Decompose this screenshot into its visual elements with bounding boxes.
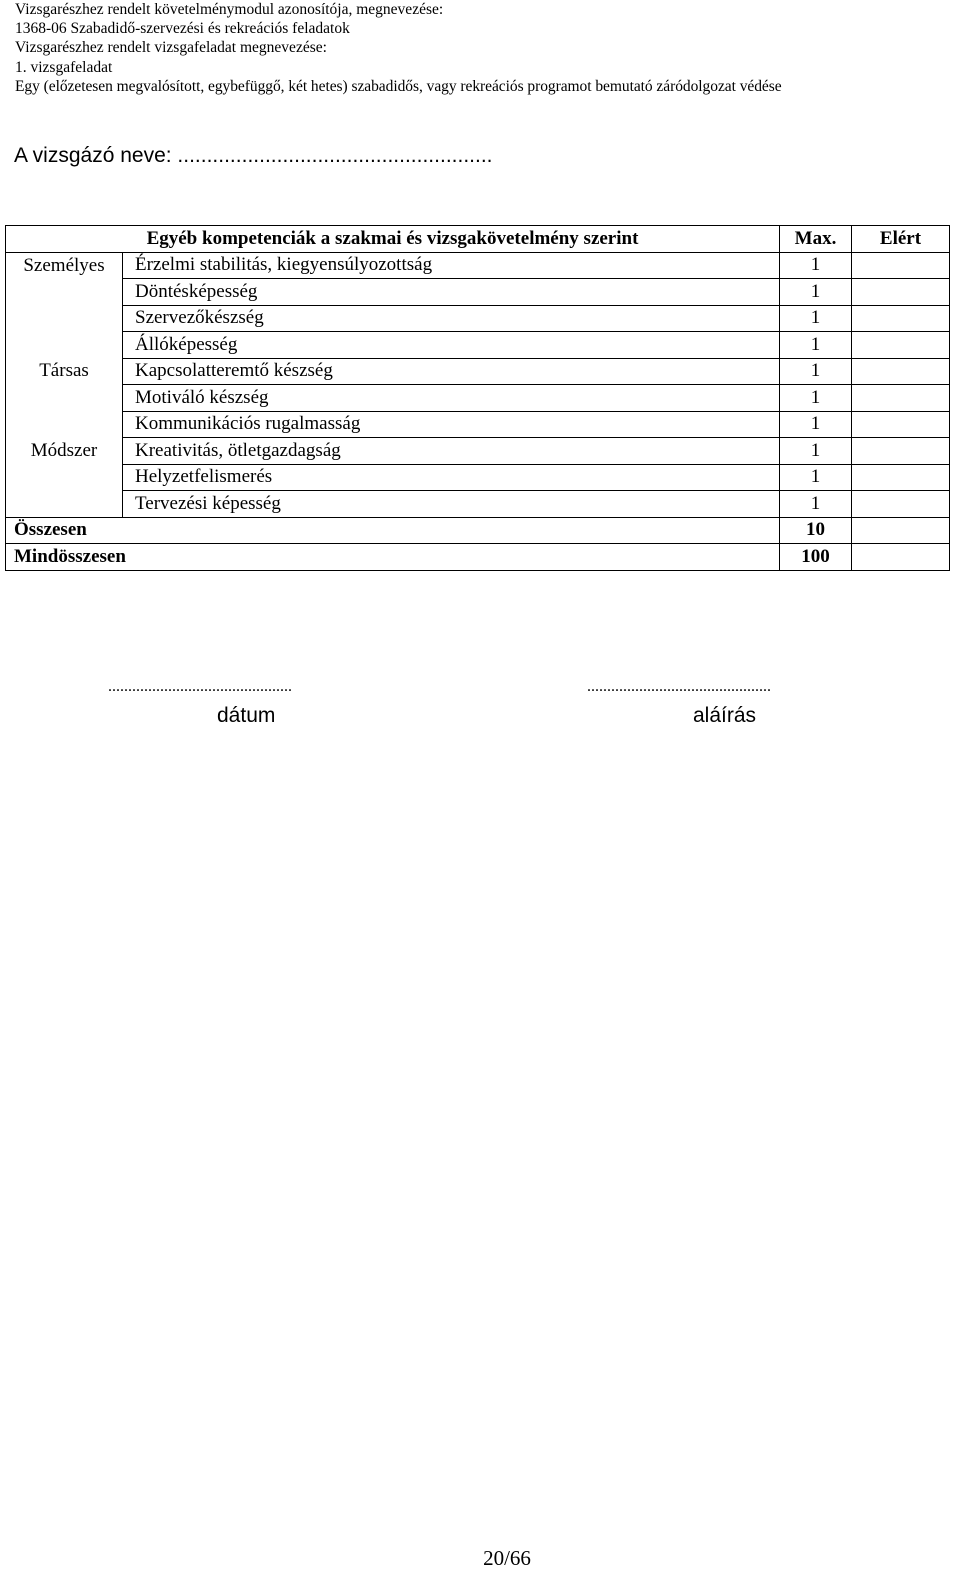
group-cell: [6, 411, 123, 438]
signature-label: aláírás: [693, 704, 757, 727]
criterion-cell: Kreativitás, ötletgazdagság: [123, 438, 780, 465]
grand-total-achieved-cell[interactable]: [852, 544, 950, 571]
module-name: 1368-06 Szabadidő-szervezési és rekreációs feladatok: [15, 20, 350, 38]
table-row: [6, 332, 950, 359]
achieved-points-cell[interactable]: [852, 279, 950, 306]
criterion-cell: Tervezési képesség: [123, 491, 780, 518]
group-label-method: Módszer: [6, 438, 123, 465]
group-cell: [6, 385, 123, 412]
achieved-points-cell[interactable]: [852, 385, 950, 412]
table-row: [6, 438, 950, 465]
criterion-cell: Érzelmi stabilitás, kiegyensúlyozottság: [123, 252, 780, 279]
max-points-cell: 1: [780, 438, 852, 465]
group-cell: [6, 491, 123, 518]
criterion-cell: Kapcsolatteremtő készség: [123, 358, 780, 385]
grand-total-row: [6, 544, 950, 571]
total-max-value: 10: [780, 517, 852, 544]
date-dotted-line: ..............................................: [108, 678, 292, 695]
max-points-cell: 1: [780, 252, 852, 279]
date-label: dátum: [217, 704, 276, 727]
group-cell: [6, 305, 123, 332]
achieved-points-cell[interactable]: [852, 332, 950, 359]
module-label: Vizsgarészhez rendelt követelménymodul azonosítója, megnevezése:: [15, 1, 444, 18]
achieved-column-header: Elért: [852, 226, 950, 253]
total-label: Összesen: [6, 517, 780, 544]
group-label-personal: Személyes: [6, 252, 123, 279]
total-row: [6, 517, 950, 544]
criterion-cell: Kommunikációs rugalmasság: [123, 411, 780, 438]
table-header-row: [6, 226, 950, 253]
document-header: [15, 0, 950, 96]
table-row: [6, 279, 950, 306]
table-row: [6, 358, 950, 385]
page-number: 20/66: [483, 1546, 531, 1570]
max-points-cell: 1: [780, 385, 852, 412]
grand-total-max-value: 100: [780, 544, 852, 571]
max-column-header: Max.: [780, 226, 852, 253]
group-cell: [6, 464, 123, 491]
criterion-cell: Motiváló készség: [123, 385, 780, 412]
criterion-cell: Helyzetfelismerés: [123, 464, 780, 491]
max-points-cell: 1: [780, 491, 852, 518]
group-cell: [6, 332, 123, 359]
examinee-name-line: A vizsgázó neve: ......................................................: [14, 144, 493, 167]
signature-dotted-line: ..............................................: [587, 678, 771, 695]
criterion-cell: Állóképesség: [123, 332, 780, 359]
table-row: [6, 252, 950, 279]
task-label: Vizsgarészhez rendelt vizsgafeladat megnevezése:: [15, 39, 327, 57]
max-points-cell: 1: [780, 305, 852, 332]
total-achieved-cell[interactable]: [852, 517, 950, 544]
max-points-cell: 1: [780, 279, 852, 306]
achieved-points-cell[interactable]: [852, 411, 950, 438]
competency-table: [5, 225, 950, 571]
criterion-cell: Szervezőkészség: [123, 305, 780, 332]
achieved-points-cell[interactable]: [852, 438, 950, 465]
task-number: 1. vizsgafeladat: [15, 58, 113, 76]
table-row: [6, 491, 950, 518]
max-points-cell: 1: [780, 411, 852, 438]
table-title: Egyéb kompetenciák a szakmai és vizsgakövetelmény szerint: [6, 226, 780, 253]
achieved-points-cell[interactable]: [852, 491, 950, 518]
max-points-cell: 1: [780, 358, 852, 385]
achieved-points-cell[interactable]: [852, 305, 950, 332]
achieved-points-cell[interactable]: [852, 252, 950, 279]
max-points-cell: 1: [780, 464, 852, 491]
table-row: [6, 385, 950, 412]
max-points-cell: 1: [780, 332, 852, 359]
criterion-cell: Döntésképesség: [123, 279, 780, 306]
group-cell: [6, 279, 123, 306]
table-row: [6, 305, 950, 332]
table-row: [6, 464, 950, 491]
achieved-points-cell[interactable]: [852, 358, 950, 385]
table-row: [6, 411, 950, 438]
grand-total-label: Mindösszesen: [6, 544, 780, 571]
group-label-social: Társas: [6, 358, 123, 385]
achieved-points-cell[interactable]: [852, 464, 950, 491]
task-description: Egy (előzetesen megvalósított, egybefüggő, két hetes) szabadidős, vagy rekreációs programot bemutató záródolgozat védése: [15, 77, 782, 95]
